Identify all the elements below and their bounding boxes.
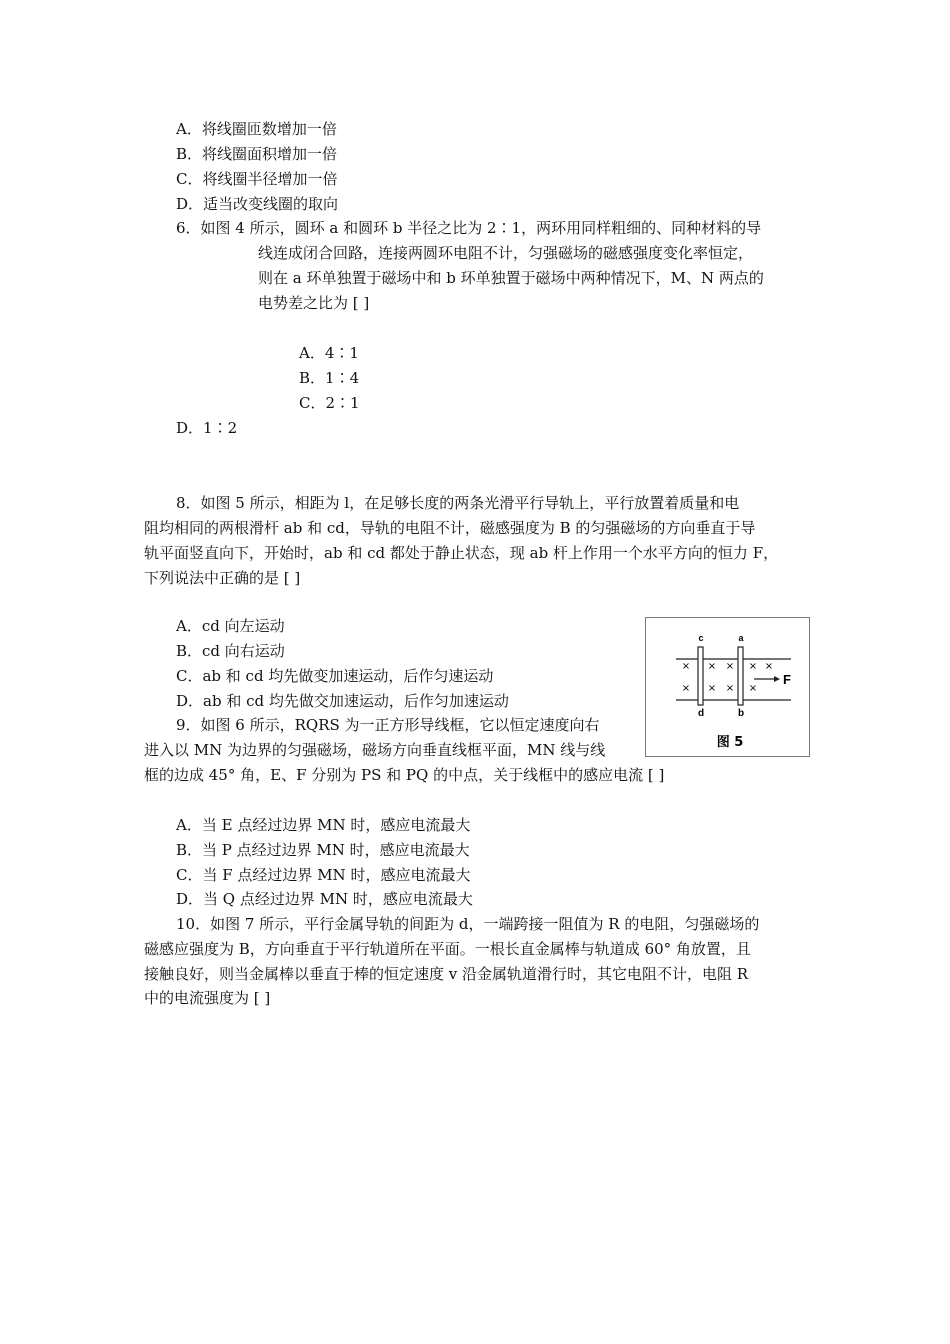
field-cross: × bbox=[681, 683, 691, 694]
field-cross: × bbox=[748, 661, 758, 672]
figure-5-diagram bbox=[646, 618, 809, 756]
q9-option-d: D．当 Q 点经过边界 MN 时，感应电流最大 bbox=[176, 890, 473, 908]
q8-option-b: B．cd 向右运动 bbox=[176, 642, 285, 660]
field-cross: × bbox=[764, 661, 774, 672]
q9-text-line: 进入以 MN 为边界的匀强磁场，磁场方向垂直线框平面，MN 线与线 bbox=[144, 741, 606, 759]
field-cross: × bbox=[725, 683, 735, 694]
field-cross: × bbox=[707, 683, 717, 694]
q5-option-a: A．将线圈匝数增加一倍 bbox=[176, 120, 337, 138]
force-arrow-head bbox=[774, 676, 780, 682]
q8-option-a: A．cd 向左运动 bbox=[176, 617, 285, 635]
q10-text-line: 10．如图 7 所示，平行金属导轨的间距为 d，一端跨接一阻值为 R 的电阻，匀强磁场的 bbox=[176, 915, 760, 933]
q8-option-d: D．ab 和 cd 均先做交加速运动，后作匀加速运动 bbox=[176, 692, 509, 710]
label-a: a bbox=[738, 633, 744, 643]
q10-text-line: 中的电流强度为 [ ] bbox=[144, 989, 271, 1007]
q6-option-a: A．4∶1 bbox=[299, 344, 359, 362]
label-force: F bbox=[783, 672, 791, 687]
q6-text-line: 6．如图 4 所示，圆环 a 和圆环 b 半径之比为 2∶1，两环用同样粗细的、同种材料的导 bbox=[176, 219, 762, 237]
label-d: d bbox=[697, 708, 705, 719]
q10-text-line: 磁感应强度为 B，方向垂直于平行轨道所在平面。一根长直金属棒与轨道成 60° 角放置，且 bbox=[144, 940, 751, 958]
q6-option-d: D．1∶2 bbox=[176, 419, 238, 437]
q6-text-line: 电势差之比为 [ ] bbox=[258, 294, 370, 312]
q6-text-line: 则在 a 环单独置于磁场中和 b 环单独置于磁场中两种情况下，M、N 两点的 bbox=[258, 269, 764, 287]
q5-option-b: B．将线圈面积增加一倍 bbox=[176, 145, 338, 163]
q9-text-line: 9．如图 6 所示，RQRS 为一正方形导线框，它以恒定速度向右 bbox=[176, 716, 600, 734]
rod-ab bbox=[738, 647, 743, 705]
field-cross: × bbox=[681, 661, 691, 672]
q9-option-c: C．当 F 点经过边界 MN 时，感应电流最大 bbox=[176, 866, 471, 884]
label-b: b bbox=[737, 708, 745, 719]
q8-option-c: C．ab 和 cd 均先做变加速运动，后作匀速运动 bbox=[176, 667, 494, 685]
field-cross: × bbox=[725, 661, 735, 672]
figure-5 bbox=[645, 617, 810, 757]
figure-caption: 图 5 bbox=[716, 735, 744, 750]
q8-text-line: 轨平面竖直向下，开始时，ab 和 cd 都处于静止状态，现 ab 杆上作用一个水平方向的恒力 F， bbox=[144, 544, 779, 562]
q10-text-line: 接触良好，则当金属棒以垂直于棒的恒定速度 v 沿金属轨道滑行时，其它电阻不计，电阻 R bbox=[144, 965, 749, 983]
q9-option-b: B．当 P 点经过边界 MN 时，感应电流最大 bbox=[176, 841, 470, 859]
q8-text-line: 阻均相同的两根滑杆 ab 和 cd，导轨的电阻不计，磁感强度为 B 的匀强磁场的方向垂直于导 bbox=[144, 519, 756, 537]
field-cross: × bbox=[748, 683, 758, 694]
field-cross: × bbox=[707, 661, 717, 672]
q6-option-c: C．2∶1 bbox=[299, 394, 360, 412]
q6-option-b: B．1∶4 bbox=[299, 369, 360, 387]
q9-text-line: 框的边成 45° 角，E、F 分别为 PS 和 PQ 的中点，关于线框中的感应电流 [ ] bbox=[144, 766, 665, 784]
q5-option-c: C．将线圈半径增加一倍 bbox=[176, 170, 338, 188]
q8-text-line: 下列说法中正确的是 [ ] bbox=[144, 569, 301, 587]
q9-option-a: A．当 E 点经过边界 MN 时，感应电流最大 bbox=[176, 816, 471, 834]
rod-cd bbox=[698, 647, 703, 705]
label-c: c bbox=[698, 633, 704, 643]
q8-text-line: 8．如图 5 所示，相距为 l，在足够长度的两条光滑平行导轨上，平行放置着质量和电 bbox=[176, 494, 740, 512]
q5-option-d: D．适当改变线圈的取向 bbox=[176, 195, 339, 213]
q6-text-line: 线连成闭合回路，连接两圆环电阻不计，匀强磁场的磁感强度变化率恒定， bbox=[258, 244, 754, 262]
